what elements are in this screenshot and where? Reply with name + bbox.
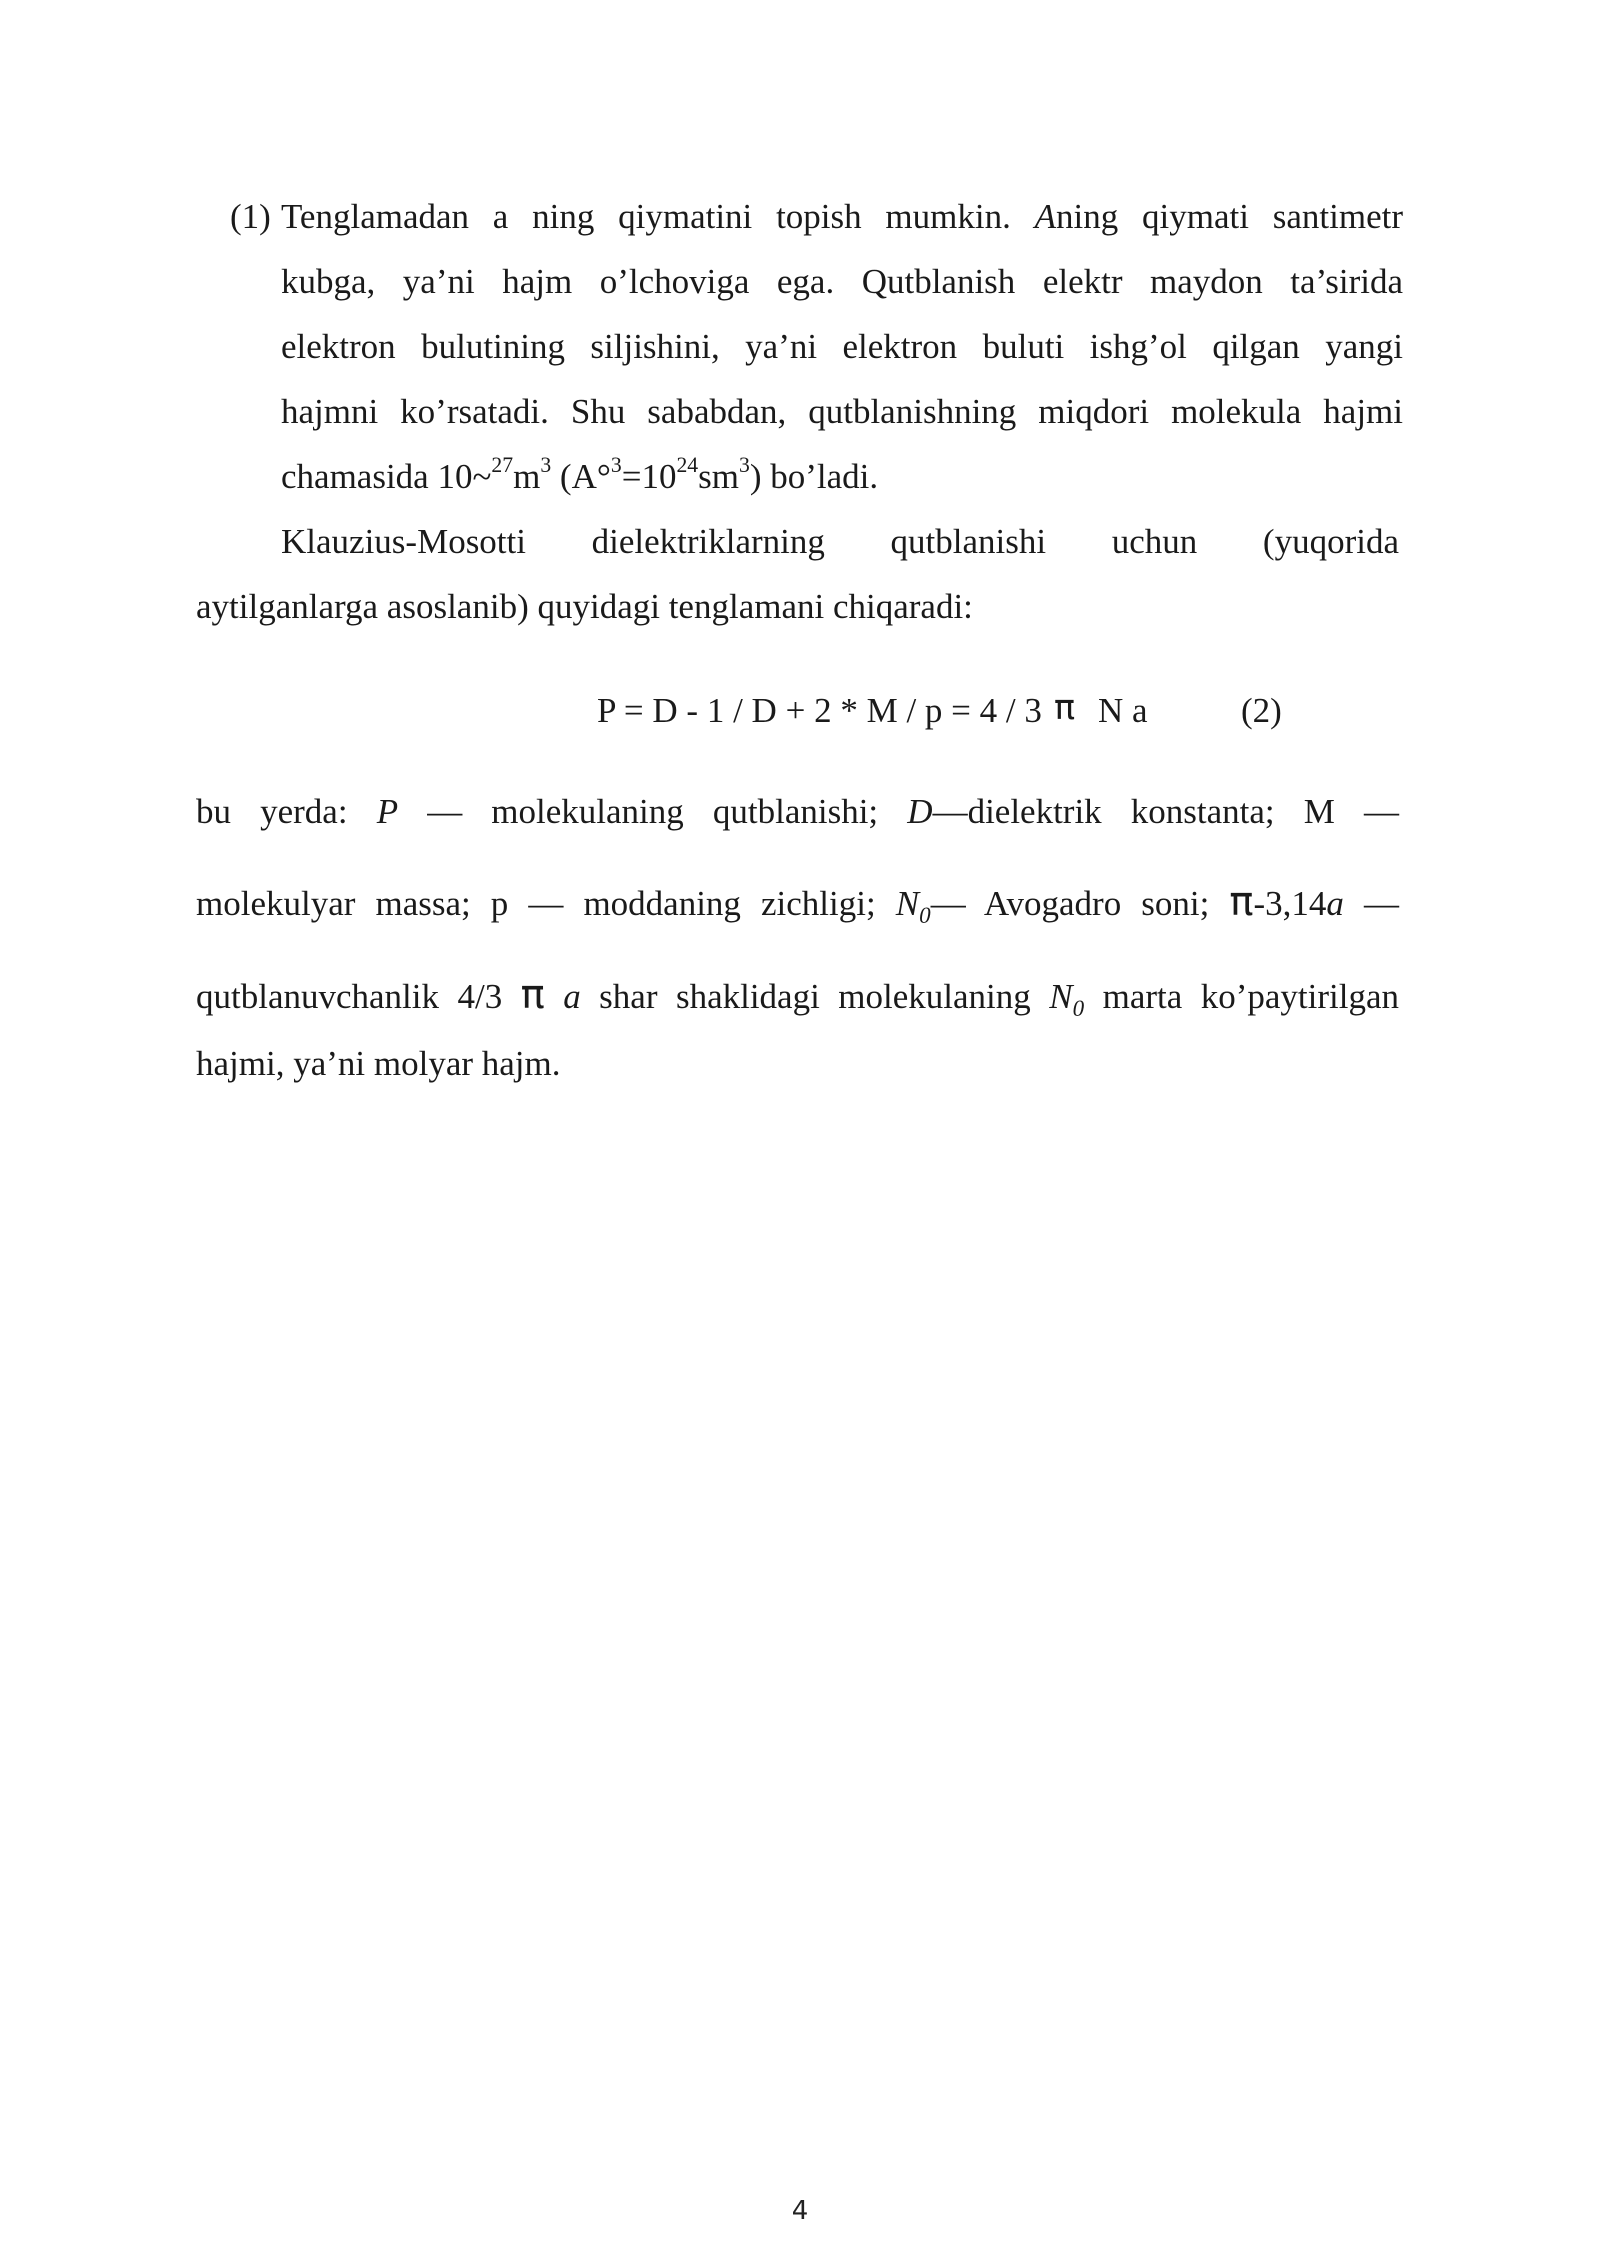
page-number: 4 [791, 2196, 809, 2226]
equation-pi: π [1054, 688, 1076, 728]
item1-line4: hajmni ko’rsatadi. Shu sababdan, qutblanishning miqdori molekula hajmi [281, 392, 1403, 431]
para2-line1: Klauzius-Mosotti dielektriklarning qutblanishi uchun (yuqorida [281, 522, 1399, 561]
para3-line2: molekulyar massa; p — moddaning zichligi; $N_0—$ Avogadro soni; π-3,14a — [196, 879, 1399, 928]
item1-line3: elektron bulutining siljishini, ya’ni elektron buluti ishg’ol qilgan yangi [281, 327, 1403, 366]
list-marker: (1) [230, 197, 271, 236]
item1-line2: kubga, ya’ni hajm o’lchoviga ega. Qutblanish elektr maydon ta’sirida [281, 262, 1403, 301]
item1-line5: chamasida $10\sim^{27}m^3$ $(A^\circ^3=10^{24}sm^3)$ bo’ladi. [281, 453, 879, 496]
para3-line3: qutblanuvchanlik 4/3 π a shar shaklidagi molekulaning $N_0$ marta ko’paytirilgan [196, 972, 1400, 1021]
item1-line1: Tenglamadan a ning qiymatini topish mumkin. Aning qiymati santimetr [281, 197, 1403, 236]
equation-right: N a [1098, 691, 1148, 730]
para3-line1: bu yerda: P — molekulaning qutblanishi; D—dielektrik konstanta; M — [196, 792, 1400, 831]
para3-line4: hajmi, ya’ni molyar hajm. [196, 1044, 561, 1083]
equation-left: P = D - 1 / D + 2 * M / p = 4 / 3 [597, 691, 1042, 730]
equation-number: (2) [1241, 691, 1282, 730]
para2-line2: aytilganlarga asoslanib) quyidagi tenglamani chiqaradi: [196, 587, 973, 626]
